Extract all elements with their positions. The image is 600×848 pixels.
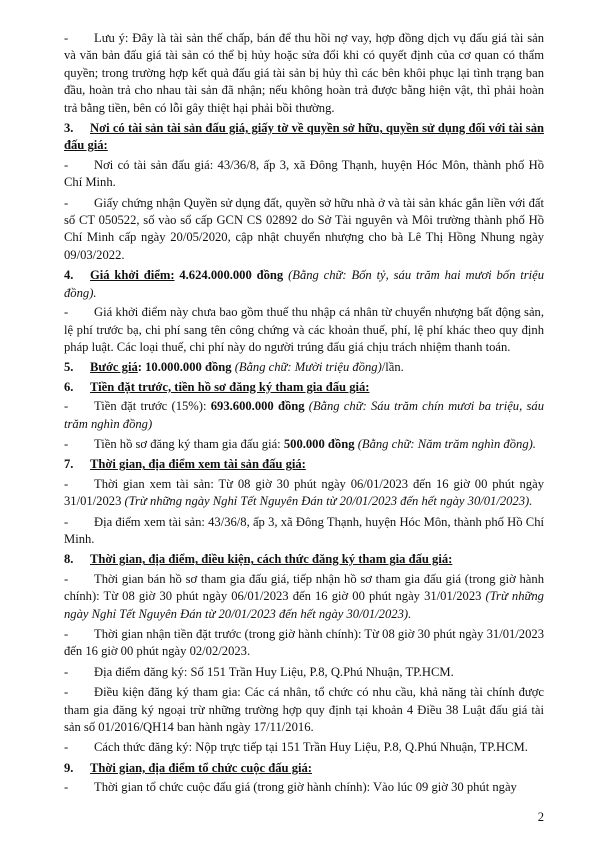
section-8-location: - Địa điểm đăng ký: Số 151 Trần Huy Liệu, P.8, Q.Phú Nhuận, TP.HCM. — [64, 664, 454, 679]
section-8-deposit-time: - Thời gian nhận tiền đặt trước (trong giờ hành chính): Từ 08 giờ 30 phút ngày 31/01/2023 đến 16 giờ 00 phút ngày 02/02/2023. — [64, 627, 544, 659]
section-9-time: - Thời gian tổ chức cuộc đấu giá (trong giờ hành chính): Vào lúc 09 giờ 30 phút ngày — [64, 780, 517, 795]
section-5-heading: 5. Bước giá: 10.000.000 đồng (Bằng chữ: Mười triệu đồng)/lần. — [64, 360, 404, 375]
page-number: 2 — [537, 810, 544, 824]
note-paragraph: - Lưu ý: Đây là tài sản thế chấp, bán để thu hồi nợ vay, hợp đồng dịch vụ đấu giá tài sản và văn bản đấu giá tài sản có thể bị hủy hoặc sửa đổi khi có quyết định của cơ quan có thẩm quyền; trong trường hợp kết quả đấu giá tài sản bị hủy thì các bên khôi phục lại tình trạng ban đầu, hoàn trả cho nhau tài sản đã nhận; nếu không hoàn trả được bằng hiện vật, thì phải hoàn trả bằng tiền, bên có lỗi gây thiệt hại phải bồi thường. — [64, 31, 544, 115]
section-9-heading: 9. Thời gian, địa điểm tổ chức cuộc đấu giá: — [64, 760, 312, 775]
section-8-sale-time: - Thời gian bán hồ sơ tham gia đấu giá, tiếp nhận hồ sơ tham gia đấu giá (trong giờ hành chính): Từ 08 giờ 30 phút ngày 06/01/2023 đến 16 giờ 00 phút ngày 31/01/2023 (Trừ những ngày Nghỉ Tết Nguyên Đán từ 20/01/2023 đến hết ngày 30/01/2023). — [64, 571, 544, 621]
fee-amount: 500.000 đồng — [283, 436, 355, 451]
starting-price: 4.624.000.000 đồng — [179, 268, 284, 283]
section-3-location: - Nơi có tài sản đấu giá: 43/36/8, ấp 3, xã Đông Thạnh, huyện Hóc Môn, thành phố Hồ Chí Minh. — [64, 157, 544, 190]
bid-step: 10.000.000 đồng — [145, 360, 232, 375]
deposit-amount: 693.600.000 đồng — [210, 399, 305, 414]
section-3-certificate: - Giấy chứng nhận Quyền sử dụng đất, quyền sở hữu nhà ở và tài sản khác gắn liền với đất số CT 050522, số vào sổ cấp GCN CS 02892 do Sở Tài nguyên và Môi trường thành phố Hồ Chí Minh cấp ngày 20/05/2020, cập nhật chuyển nhượng cho bà Lê Thị Hồng Nhung ngày 09/03/2022. — [64, 195, 544, 262]
section-8-conditions: - Điều kiện đăng ký tham gia: Các cá nhân, tổ chức có nhu cầu, khả năng tài chính được tham gia đăng ký ngoại trừ những trường hợp quy định tại khoản 4 Điều 38 Luật đấu giá tài sản số 01/2016/QH14 ban hành ngày 17/11/2016. — [64, 685, 544, 735]
section-7-location: - Địa điểm xem tài sản: 43/36/8, ấp 3, xã Đông Thạnh, huyện Hóc Môn, thành phố Hồ Chí Minh. — [64, 514, 544, 546]
section-3-heading: 3. Nơi có tài sản tài sản đấu giá, giấy tờ về quyền sở hữu, quyền sử dụng đối với tài sản đấu giá: — [64, 121, 544, 153]
section-4-note: - Giá khởi điểm này chưa bao gồm thuế thu nhập cá nhân từ chuyển nhượng bất động sản, lệ phí trước bạ, chi phí sang tên công chứng và các khoản thuế, phí, lệ phí khác theo quy định pháp luật. Các loại thuế, chi phí này do người trúng đấu giá chịu trách nhiệm thanh toán. — [64, 305, 544, 354]
section-8-heading: 8. Thời gian, địa điểm, điều kiện, cách thức đăng ký tham gia đấu giá: — [64, 552, 453, 567]
section-6-heading: 6. Tiền đặt trước, tiền hồ sơ đăng ký tham gia đấu giá: — [64, 379, 370, 394]
section-6-fee: - Tiền hồ sơ đăng ký tham gia đấu giá: 500.000 đồng (Bằng chữ: Năm trăm nghìn đồng). — [64, 436, 536, 451]
section-8-method: - Cách thức đăng ký: Nộp trực tiếp tại 151 Trần Huy Liệu, P.8, Q.Phú Nhuận, TP.HCM. — [64, 740, 528, 755]
section-6-deposit: - Tiền đặt trước (15%): 693.600.000 đồng (Bằng chữ: Sáu trăm chín mươi ba triệu, sáu trăm nghìn đồng) — [64, 399, 544, 431]
section-7-time: - Thời gian xem tài sản: Từ 08 giờ 30 phút ngày 06/01/2023 đến 16 giờ 00 phút ngày 31/01/2023 (Trừ những ngày Nghỉ Tết Nguyên Đán từ 20/01/2023 đến hết ngày 30/01/2023). — [64, 476, 544, 509]
section-4-heading: 4. Giá khởi điểm: 4.624.000.000 đồng (Bằng chữ: Bốn tỷ, sáu trăm hai mươi bốn triệu đồng). — [64, 268, 545, 300]
section-7-heading: 7. Thời gian, địa điểm xem tài sản đấu giá: — [64, 457, 306, 472]
